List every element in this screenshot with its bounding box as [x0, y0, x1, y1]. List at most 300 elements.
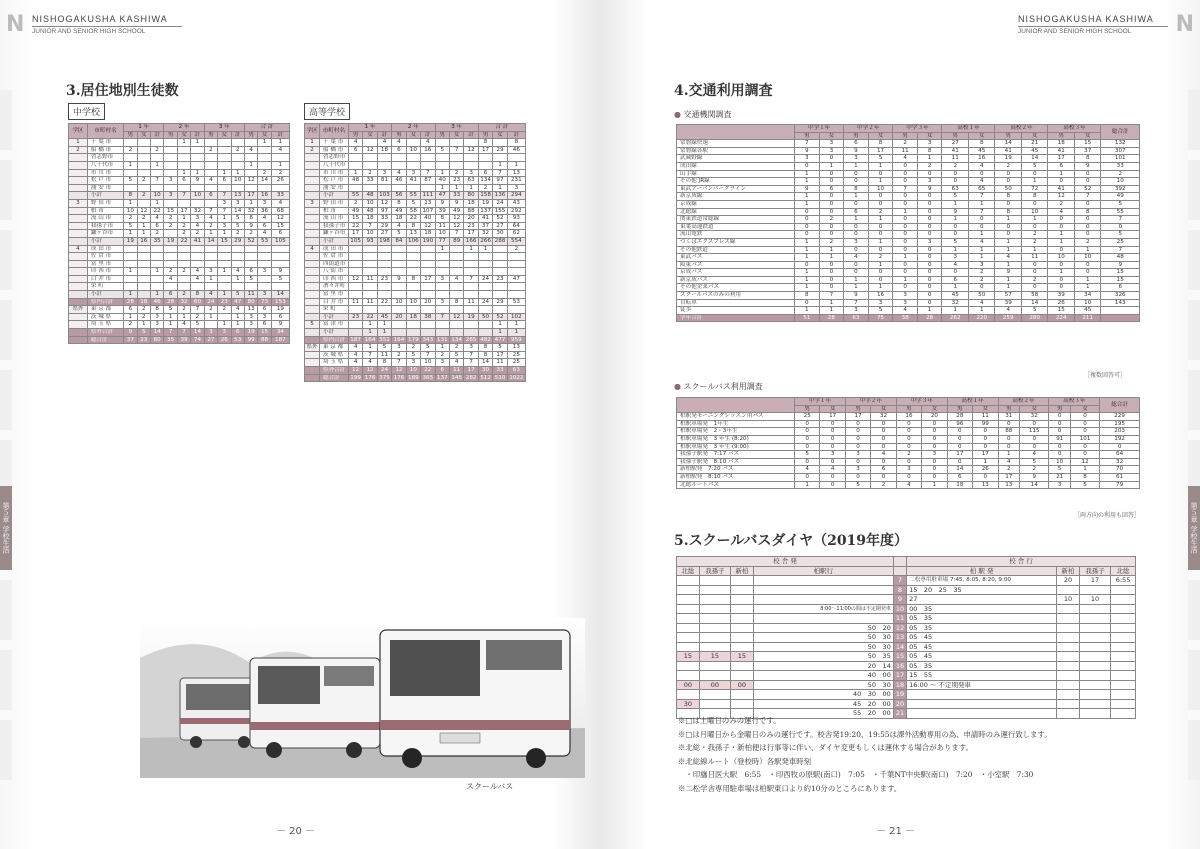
count-cell: 4 [204, 215, 217, 223]
count-cell [177, 275, 190, 283]
count-cell: 1 [493, 161, 507, 169]
municipality-cell: 野 田 市 [319, 199, 348, 207]
table-row [305, 313, 526, 321]
count-cell: 1 [795, 178, 820, 186]
count-cell: 3 [845, 451, 870, 459]
count-cell: 45 [377, 313, 391, 321]
district-cell [305, 306, 320, 314]
count-cell: 1 [1021, 246, 1048, 254]
gender-header: 男 [942, 132, 969, 140]
count-cell: 11 [973, 413, 998, 421]
count-cell: 2 [137, 177, 150, 185]
count-cell [150, 275, 163, 283]
col-header: 3 年 [435, 124, 478, 132]
count-cell: 211 [1074, 314, 1101, 322]
count-cell [177, 283, 190, 291]
count-cell [421, 154, 435, 162]
count-cell [406, 329, 420, 337]
count-cell: 1 [968, 231, 995, 239]
count-cell: 2 [478, 184, 492, 192]
timetable-row [677, 604, 1136, 614]
count-cell: 1 [124, 199, 137, 207]
gender-header: 男 [1049, 405, 1071, 413]
district-cell [305, 230, 320, 238]
count-cell: 0 [1048, 276, 1075, 284]
route-name-cell: 武蔵野線 [677, 155, 795, 163]
count-cell: 64 [1100, 451, 1140, 459]
table-row [69, 253, 290, 261]
count-cell: 9 [795, 147, 820, 155]
table-row [677, 466, 1140, 474]
count-cell: 0 [1048, 223, 1075, 231]
count-cell: 0 [917, 208, 942, 216]
count-cell: 0 [922, 420, 947, 428]
jh-label: 中学校 [68, 103, 105, 120]
count-cell [244, 154, 257, 162]
count-cell [435, 260, 449, 268]
gender-header: 計 [191, 131, 204, 139]
count-cell: 0 [819, 231, 844, 239]
count-cell: 34 [1074, 292, 1101, 300]
count-cell: 0 [868, 193, 893, 201]
table-row [305, 154, 526, 162]
gender-header: 計 [150, 131, 163, 139]
count-cell: 48 [348, 177, 362, 185]
count-cell: 6 [819, 185, 844, 193]
count-cell [137, 253, 150, 261]
route-name-cell: 自転車 [677, 299, 795, 307]
count-cell [377, 306, 391, 314]
count-cell: 4 [871, 451, 896, 459]
count-cell: 0 [844, 200, 869, 208]
municipality-cell: 酒々井町 [319, 283, 348, 291]
route-name-cell: 東葉高速鉄道 [677, 223, 795, 231]
arrival-cell: 00 35 [907, 604, 1057, 614]
count-cell: 365 [422, 374, 434, 381]
count-cell [231, 184, 244, 192]
departure-cell [699, 585, 730, 595]
district-cell [69, 275, 88, 283]
count-cell [124, 275, 137, 283]
count-cell: 7 [893, 185, 918, 193]
arrival-cell [1079, 680, 1110, 690]
count-cell [377, 283, 391, 291]
municipality-cell: 千 葉 市 [87, 139, 123, 147]
hour-header [893, 557, 906, 567]
count-cell: 1 [449, 184, 463, 192]
count-cell: 4 [348, 344, 362, 352]
route-name-cell: 常磐線快速 [677, 140, 795, 148]
municipality-cell: 印 西 市 [319, 275, 348, 283]
municipality-cell: 茨 城 県 [87, 313, 123, 321]
district-cell [305, 184, 320, 192]
municipality-cell: 浦 安 市 [87, 184, 123, 192]
count-cell: 18 [947, 481, 972, 489]
count-cell: 6 [942, 276, 969, 284]
count-cell: 0 [893, 238, 918, 246]
count-cell: 0 [820, 481, 845, 489]
count-cell: 10 [1048, 254, 1075, 262]
count-cell: 1 [998, 451, 1020, 459]
arrival-cell: 05 35 [907, 614, 1057, 624]
count-cell: 1 [204, 230, 217, 238]
count-cell: 4 [995, 307, 1022, 315]
gender-header: 男 [478, 131, 492, 139]
count-cell [164, 199, 177, 207]
gender-header: 男 [348, 131, 362, 139]
arrival-cell [1057, 604, 1080, 614]
count-cell [392, 321, 406, 329]
departure-cell [677, 671, 700, 681]
count-cell: 1 [150, 268, 163, 276]
arrival-cell [1057, 709, 1080, 719]
count-cell: 1 [795, 200, 820, 208]
count-cell [191, 146, 204, 154]
count-cell: 229 [1100, 413, 1140, 421]
count-cell [377, 260, 391, 268]
count-cell [1101, 314, 1140, 322]
count-cell: 15 [271, 222, 289, 230]
count-cell [392, 154, 406, 162]
count-cell: 477 [494, 336, 506, 343]
municipality-cell: 白 井 市 [87, 275, 123, 283]
count-cell: 7 [844, 299, 869, 307]
header-row [677, 557, 1136, 567]
count-cell: 5 [406, 351, 420, 359]
count-cell: 4 [204, 291, 217, 299]
count-cell [348, 253, 362, 261]
count-cell: 0 [1074, 269, 1101, 277]
count-cell: 3 [258, 291, 271, 299]
route-name-cell: 東武アーバンパークライン [677, 185, 795, 193]
municipality-cell: 埼 玉 県 [87, 321, 123, 329]
district-cell [69, 329, 88, 337]
count-cell: 0 [820, 473, 845, 481]
count-cell [137, 154, 150, 162]
count-cell: 13 [406, 230, 420, 238]
departure-cell [699, 604, 730, 614]
count-cell: 7 [819, 292, 844, 300]
count-cell [421, 329, 435, 337]
count-cell [271, 184, 289, 192]
count-cell: 3 [844, 155, 869, 163]
arrival-cell [1057, 652, 1080, 662]
count-cell [191, 283, 204, 291]
table-row [677, 162, 1140, 170]
municipality-cell: 県外合計 [319, 367, 348, 375]
count-cell: 1 [493, 329, 507, 337]
district-cell: 1 [69, 139, 88, 147]
count-cell: 41 [1048, 147, 1075, 155]
count-cell: 0 [844, 269, 869, 277]
count-cell: 4 [968, 162, 995, 170]
count-cell [244, 139, 257, 147]
count-cell: 16 [868, 292, 893, 300]
count-cell: 8 [377, 359, 391, 367]
count-cell [363, 306, 377, 314]
count-cell [392, 245, 406, 253]
gender-header: 男 [845, 405, 870, 413]
count-cell: 1 [1048, 269, 1075, 277]
count-cell: 2 [164, 215, 177, 223]
departure-cell: 30 [677, 699, 700, 709]
count-cell: 4 [392, 139, 406, 147]
count-cell [348, 245, 362, 253]
count-cell: 1 [968, 254, 995, 262]
count-cell: 4 [191, 222, 204, 230]
departure-cell: 00 [699, 680, 730, 690]
count-cell [164, 283, 177, 291]
municipality-cell: 我孫子市 [319, 222, 348, 230]
count-cell: 0 [917, 200, 942, 208]
table-row [305, 253, 526, 261]
count-cell: 27 [204, 336, 217, 344]
count-cell: 1 [917, 307, 942, 315]
municipality-cell: 小計 [87, 192, 123, 200]
count-cell: 0 [1074, 261, 1101, 269]
count-cell: 6 [392, 146, 406, 154]
count-cell: 18 [1048, 140, 1075, 148]
count-cell [137, 283, 150, 291]
count-cell: 2 [1021, 231, 1048, 239]
table-row [677, 147, 1140, 155]
district-cell: 県外 [306, 344, 318, 351]
col-header: 3 年 [204, 124, 244, 132]
count-cell: 8 [844, 185, 869, 193]
count-cell: 10 [150, 192, 163, 200]
count-cell: 0 [942, 269, 969, 277]
route-name-cell: 徒歩 [677, 307, 795, 315]
count-cell: 0 [917, 292, 942, 300]
count-cell: 1 [363, 344, 377, 352]
count-cell: 265 [465, 336, 477, 343]
count-cell: 0 [1020, 420, 1049, 428]
hour-cell: 14 [893, 642, 906, 652]
count-cell: 41 [191, 237, 204, 245]
count-cell: 0 [868, 200, 893, 208]
count-cell: 0 [973, 435, 998, 443]
table-row [677, 299, 1140, 307]
count-cell: 0 [947, 458, 972, 466]
count-cell: 0 [795, 261, 820, 269]
count-cell: 24 [478, 298, 492, 306]
departure-cell: 55 20 00 [753, 709, 893, 719]
count-cell [348, 306, 362, 314]
header-row [69, 124, 290, 132]
count-cell: 7 [421, 169, 435, 177]
count-cell: 3 [258, 268, 271, 276]
count-cell: 1 [177, 139, 190, 147]
municipality-cell: 東 京 都 [319, 344, 348, 352]
count-cell: 0 [922, 435, 947, 443]
count-cell [218, 313, 231, 321]
arrival-cell [1057, 633, 1080, 643]
departure-cell: 50 30 [753, 642, 893, 652]
gender-header: 女 [973, 405, 998, 413]
count-cell: 41 [942, 147, 969, 155]
count-cell [218, 245, 231, 253]
count-cell [421, 253, 435, 261]
departure-cell: 00 [677, 680, 700, 690]
count-cell [377, 154, 391, 162]
count-cell: 10 [868, 185, 893, 193]
count-cell: 1 [271, 161, 289, 169]
count-cell: 4 [449, 359, 463, 367]
gender-header: 男 [244, 131, 257, 139]
count-cell: 1 [973, 458, 998, 466]
count-cell: 10 [231, 177, 244, 185]
count-cell: 4 [968, 238, 995, 246]
count-cell: 5 [845, 481, 870, 489]
count-cell [191, 199, 204, 207]
count-cell [258, 260, 271, 268]
count-cell: 12 [464, 146, 478, 154]
count-cell: 28 [947, 413, 972, 421]
count-cell [363, 184, 377, 192]
hour-cell: 17 [893, 671, 906, 681]
count-cell [150, 260, 163, 268]
count-cell: 0 [795, 458, 820, 466]
departure-cell [677, 633, 700, 643]
count-cell: 18 [137, 298, 150, 306]
col-header: 1 年 [124, 124, 164, 132]
count-cell: 7 [363, 222, 377, 230]
arrival-cell [1111, 604, 1136, 614]
departure-cell [699, 690, 730, 700]
photo-caption: スクールバス [466, 782, 514, 791]
count-cell [204, 253, 217, 261]
count-cell: 288 [494, 237, 506, 244]
arrival-cell [1079, 585, 1110, 595]
count-cell: 1 [231, 321, 244, 329]
count-cell [204, 161, 217, 169]
count-cell: 0 [871, 428, 896, 436]
count-cell: 49 [449, 207, 463, 215]
departure-cell [677, 623, 700, 633]
route-name-cell: 柏駅車場発 3 年生 (8:20) [677, 435, 795, 443]
count-cell: 2 [218, 306, 231, 314]
count-cell [258, 161, 271, 169]
count-cell: 11 [348, 298, 362, 306]
departure-cell [730, 633, 753, 643]
count-cell: 30 [493, 230, 507, 238]
count-cell: 0 [922, 428, 947, 436]
count-cell: 5 [1021, 162, 1048, 170]
count-cell: 3 [968, 261, 995, 269]
municipality-cell: 船 橋 市 [87, 146, 123, 154]
count-cell: 2 [917, 162, 942, 170]
table-row [69, 222, 290, 230]
count-cell: 0 [942, 231, 969, 239]
count-cell: 9 [435, 199, 449, 207]
table-row [677, 216, 1140, 224]
count-cell: 1 [507, 161, 525, 169]
count-cell: 52 [1074, 185, 1101, 193]
count-cell [493, 283, 507, 291]
route-name-cell: 柏駅発モーニングレッスン用バス [677, 413, 795, 421]
count-cell: 7 [177, 329, 190, 337]
count-cell [218, 154, 231, 162]
count-cell: 1 [164, 313, 177, 321]
count-cell: 1 [124, 313, 137, 321]
count-cell: 5 [392, 230, 406, 238]
count-cell: 1 [995, 216, 1022, 224]
count-cell: 1 [968, 200, 995, 208]
count-cell [363, 161, 377, 169]
district-cell [305, 359, 320, 367]
count-cell: 0 [845, 473, 870, 481]
count-cell [478, 161, 492, 169]
count-cell [392, 260, 406, 268]
departure-cell: 15 [699, 652, 730, 662]
municipality-cell: 佐 倉 市 [319, 253, 348, 261]
count-cell: 7 [421, 351, 435, 359]
count-cell [164, 146, 177, 154]
district-cell [69, 298, 88, 306]
count-cell: 6 [947, 473, 972, 481]
count-cell: 1 [191, 169, 204, 177]
route-name-cell: 学年合計 [677, 314, 795, 322]
count-cell: 1 [868, 284, 893, 292]
count-cell: 4 [893, 155, 918, 163]
table-row [69, 230, 290, 238]
count-cell: 8 [1074, 155, 1101, 163]
count-cell: 1 [942, 284, 969, 292]
table-row [677, 155, 1140, 163]
count-cell: 3 [406, 359, 420, 367]
gender-header: 女 [871, 405, 896, 413]
count-cell: 38 [893, 314, 918, 322]
count-cell: 1 [150, 291, 163, 299]
municipality-cell: 習志野市 [87, 154, 123, 162]
table-row [69, 291, 290, 299]
count-cell: 4 [191, 268, 204, 276]
count-cell [164, 245, 177, 253]
timetable-row [677, 633, 1136, 643]
arrival-cell [1079, 633, 1110, 643]
count-cell: 6 [271, 313, 289, 321]
count-cell [271, 253, 289, 261]
municipality-cell: 松 戸 市 [87, 177, 123, 185]
table-row [305, 291, 526, 299]
count-cell: 131 [436, 336, 448, 343]
school-logo-mark: N [6, 12, 25, 37]
count-cell: 2 [164, 268, 177, 276]
count-cell: 5 [377, 344, 391, 352]
count-cell: 0 [995, 223, 1022, 231]
count-cell: 3 [844, 307, 869, 315]
count-cell: 5 [795, 451, 820, 459]
count-cell: 23 [377, 275, 391, 283]
count-cell [478, 154, 492, 162]
count-cell: 53 [507, 298, 525, 306]
count-cell: 16 [258, 192, 271, 200]
count-cell: 11 [244, 291, 257, 299]
route-name-cell: 東武バス [677, 254, 795, 262]
count-cell [204, 245, 217, 253]
count-cell: 5 [231, 291, 244, 299]
table-row [69, 283, 290, 291]
gender-header: 女 [968, 132, 995, 140]
municipality-cell: 県外合計 [87, 329, 123, 337]
table-row [677, 140, 1140, 148]
count-cell [392, 283, 406, 291]
count-cell: 31 [998, 413, 1020, 421]
count-cell [464, 260, 478, 268]
route-name-cell: 我孫子駅発 8:10 バス [677, 458, 795, 466]
count-cell: 0 [820, 420, 845, 428]
count-cell: 3 [1049, 481, 1071, 489]
